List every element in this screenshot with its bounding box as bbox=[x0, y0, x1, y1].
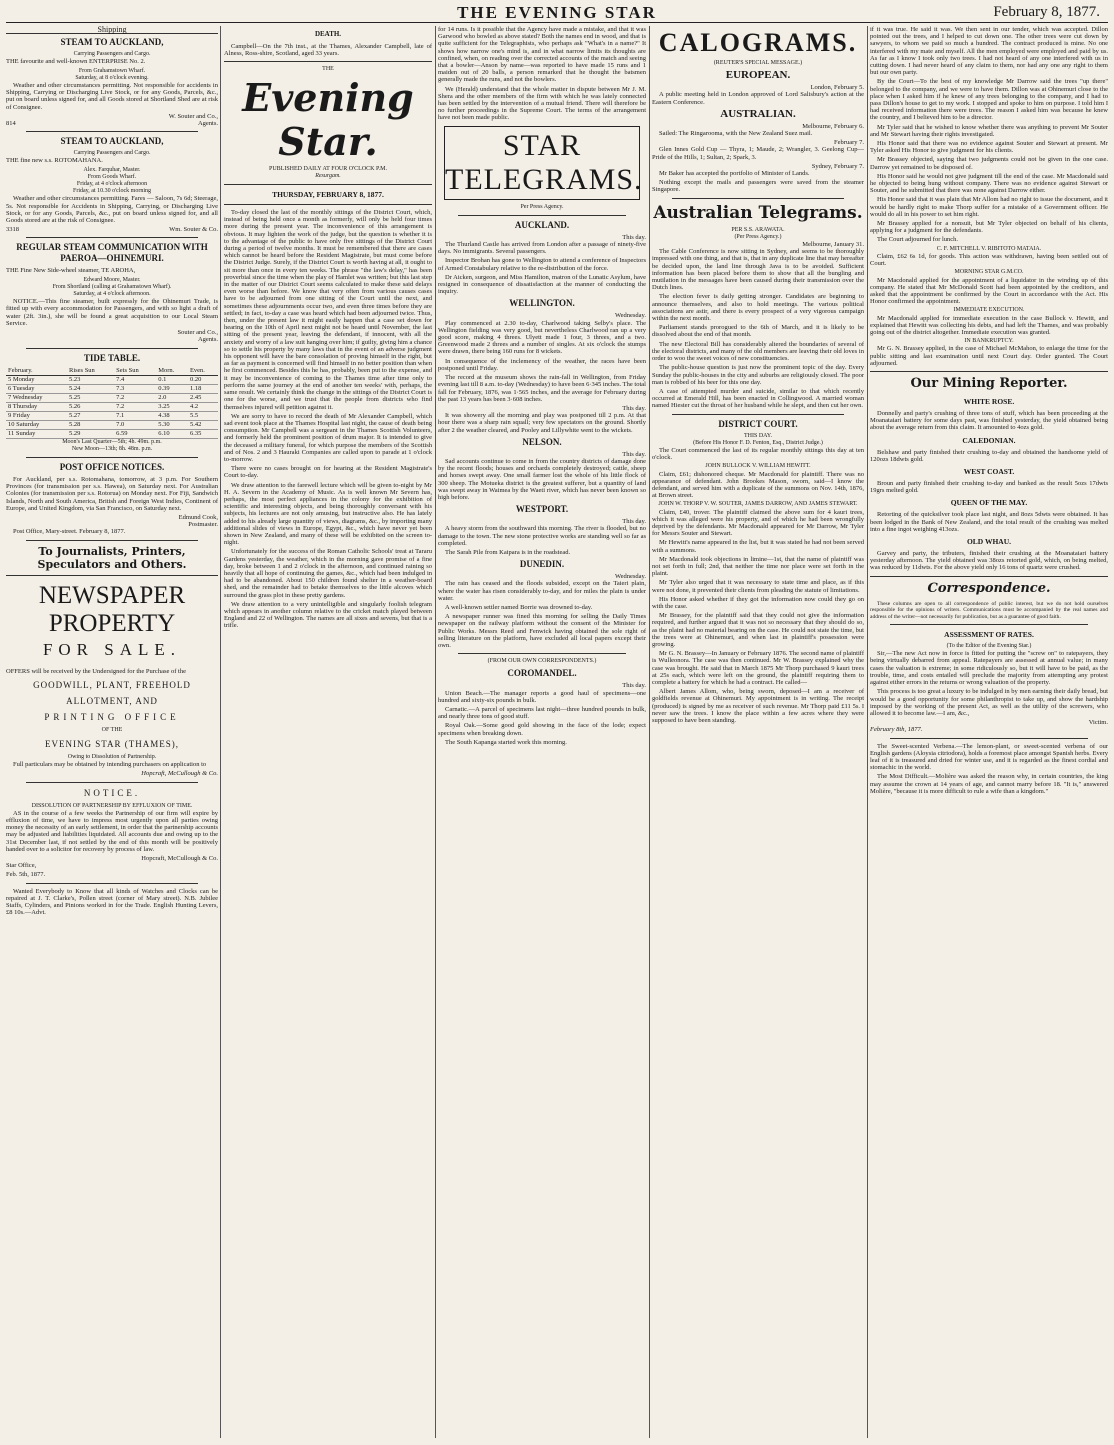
court-paragraph: Mr Macdonald applied for immediate execution in the case Bullock v. Hewitt, and explained that Hewitt was collecting his debts, and had left the Thames, and was probably going out of the district altogether. Immediate execution was granted. bbox=[870, 314, 1108, 336]
ad-body: Weather and other circumstances permitting. Fares — Saloon, 7s 6d; Steerage, 5s. Not responsible for Accidents in Shipping, Carrying, or Discharging Live Stock, or for any Goods, Parcels, &c., put on board unless signed for, and all Goods stored are at the risk of Consignee. bbox=[6, 195, 218, 225]
case-heading: JOHN W. THORP V. W. SOUTER, JAMES DARROW, AND JAMES STEWART. bbox=[658, 501, 858, 508]
ad-agent-role: Agents. bbox=[197, 120, 218, 128]
ad-subtitle: Carrying Passengers and Cargo. bbox=[73, 51, 151, 58]
dateline: Melbourne, January 31. bbox=[802, 241, 864, 249]
tide-header-cell: Rises Sun bbox=[67, 367, 114, 376]
mining-paragraph: Donnelly and party's crushing of three tons of stuff, which has been proceeding at the Moanataiari battery for some days past, was finished yesterday, the yield obtained being about the average return from this claim. It amounted to 4ozs gold. bbox=[870, 409, 1108, 432]
ad-from: From Shortland (calling at Grahamstown Wharf). bbox=[52, 283, 172, 290]
divider bbox=[26, 883, 198, 884]
news-paragraph: Unfortunately for the success of the Roman Catholic Schools' treat at Tararu Gardens yesterday, the weather, which in the morning gave promise of a fine day, broke between 1 and 2 o'clock in the afternoon, and continued raining so heavily that all hope of continuing the games, &c., which had been indulged in had to be abandoned. About 150 children found shelter in a weather-board shed, and the remainder had to betake themselves to the little alcoves which surround the grass plot in these pretty gardens. bbox=[224, 548, 432, 599]
telegram-paragraph: A heavy storm from the southward this morning. The river is flooded, but no damage to the town. The new stone protective works are standing well so far as completed. bbox=[438, 525, 646, 547]
reuter-line: (REUTER'S SPECIAL MESSAGE.) bbox=[713, 60, 803, 66]
dateline: AUCKLAND. bbox=[514, 219, 570, 230]
filler-paragraph: The Sweet-scented Verbena.—The lemon-plant, or sweet-scented verbena of our English gardens (Aloysia citriodora), holds a foremost place amongst Spanish herbs. Every leaf of it is treasured and dried for winter use, and it is regarded as the finest cordial and stomachic in the world. bbox=[870, 742, 1108, 772]
telegram-paragraph: The election fever is daily getting stronger. Candidates are beginning to announce themselves, and also to hold meetings. The various political associations are astir, and there is every prospect of a very vigorous campaign within the next month. bbox=[652, 293, 864, 323]
mine-heading: CALEDONIAN. bbox=[962, 435, 1016, 445]
dateline-day: This day. bbox=[622, 518, 646, 526]
ad-when: Friday, at 10.30 o'clock morning bbox=[72, 188, 151, 195]
newspaper-full: Full particulars may be obtained by intending purchasers on application to bbox=[13, 761, 207, 769]
news-paragraph: for 14 runs. Is it possible that the Agency have made a mistake, and that it was Garwood who bowled as above stated? Both the names end in wood, and that is quite sufficient for the Telegraphists, who perhaps ask "What's in a name?" It shows how narrow one's mind is, and in what narrow limits its thoughts are confined, when, on reading over the corrected accounts of the match and seeing that a bowler—Anson by name—was reported to have made 15 runs and 1 maiden out of 20 balls, a person remarked that he thought the batsmen generally made the runs, and not the bowlers. bbox=[438, 26, 646, 84]
court-paragraph: Albert James Allom, who, being sworn, deposed—I am a receiver of goldfields revenue at Ohinemuri. My appointment is in writing. The receipt (produced) is signed by me as receiver of such revenue. Mr Thorp paid £11 5s. I never saw the trees. I know the place within a few acres where they were supposed to have been standing. bbox=[652, 688, 864, 725]
correspondence-note: These columns are open to all correspondence of public interest, but we do not hold ourselves responsible for the opinions of writers. Communications must be accompanied by the real names and address of the writer—not necessarily for publication, but as a guarantee of good faith. bbox=[870, 600, 1108, 620]
dateline: February 7. bbox=[834, 139, 864, 147]
tide-row bbox=[6, 402, 218, 411]
ad-from: From Goods Wharf. bbox=[87, 173, 137, 180]
tide-cell: 5.28 bbox=[67, 420, 114, 429]
case-heading: JOHN BULLOCK V. WILLIAM HEWITT. bbox=[705, 463, 811, 470]
telegram-paragraph: Nothing except the mails and passengers were saved from the steamer Singapore. bbox=[652, 179, 864, 194]
tide-cell: 7.0 bbox=[114, 420, 156, 429]
ad-body: Weather and other circumstances permitting. Not responsible for accidents in Shipping, Carrying or Discharging Live Stock, or for any Goods, Parcels, &c., put on board unless signed for, and all Goods stored at Shortland Shed are at risk of Consignee. bbox=[6, 82, 218, 111]
column-divider bbox=[435, 26, 436, 1438]
mining-heading: Our Mining Reporter. bbox=[910, 375, 1068, 391]
divider bbox=[890, 738, 1088, 739]
correspondence-heading: Correspondence. bbox=[927, 580, 1051, 596]
tide-row bbox=[6, 375, 218, 384]
ad-title: STEAM TO AUCKLAND, bbox=[60, 37, 164, 48]
tide-cell: 7.4 bbox=[114, 375, 156, 384]
column-4 bbox=[652, 26, 864, 1438]
post-body: For Auckland, per s.s. Rotomahana, tomorrow, at 3 p.m. For Southern Provinces (for transmission per s.s. Hawea), on Saturday next. For Australian Colonies (for transmission per s.s. Rotorua) on Monday next. For Fiji, Sandwich Islands, North and South America, British and Foreign West Indies, Continent of Europe, and United Kingdom, via San Francisco, on Saturday next. bbox=[6, 475, 218, 512]
court-paragraph: The Court commenced the last of its regular monthly sittings this day at ten o'clock. bbox=[652, 446, 864, 462]
news-paragraph: There were no cases brought on for hearing at the Resident Magistrate's Court to-day. bbox=[224, 465, 432, 480]
tide-cell: 5.29 bbox=[67, 429, 114, 438]
mining-paragraph: Retorting of the quicksilver took place last night, and 8ozs 5dwts were obtained. It has been lodged in the Bank of New Zealand, and the total result of the crushing was melted into a fine ingot weighing 413ozs. bbox=[870, 511, 1108, 533]
tide-title: TIDE TABLE. bbox=[83, 352, 141, 363]
telegram-paragraph: The Cable Conference is now sitting in Sydney, and seems to be thoroughly impressed with one thing, and that is, that in any duplicate line that may hereafter be decided upon, the land line through Java is to be avoided. Sufficient information has been placed before them to show that all the bungling and mutilation in the messages have been caused during their transmission over the Dutch lines. bbox=[652, 248, 864, 292]
telegram-paragraph: In consequence of the inclemency of the weather, the races have been postponed until Friday. bbox=[438, 357, 646, 372]
post-title: POST OFFICE NOTICES. bbox=[59, 461, 165, 472]
newspaper-forsale: FOR SALE. bbox=[42, 639, 182, 659]
news-paragraph: We draw attention to the farewell lecture which will be given to-night by Mr H. A. Severn in the Academy of Music. As is well known Mr Severn has, perhaps, the most perfect appliances in the colony for the exhibition of scientific and interesting objects, and being thoroughly conversant with his subjects, his lectures are not only amusing, but instructive also. He has lately added to his already large quantity of views, diagrams, &c., by importing many additional slides of views in Europe, Egypt, &c., which have never yet been shown in New Zealand, and many of these will be exhibited on the screen to-night. bbox=[224, 481, 432, 547]
notice-sign: Hopcraft, McCullough & Co. bbox=[141, 854, 218, 862]
tide-cell: 5.26 bbox=[67, 402, 114, 411]
telegram-paragraph: The Sarah Pile from Kaipara is in the roadstead. bbox=[445, 548, 571, 556]
newspaper-line: EVENING STAR (THAMES), bbox=[44, 738, 180, 749]
notice-title: NOTICE. bbox=[83, 787, 141, 798]
ad-agent: W. Souter and Co., bbox=[168, 112, 218, 120]
telegram-paragraph: Inspector Brohan has gone to Wellington to attend a conference of Inspectors of Armed Constabulary relative to the re-distribution of the force. bbox=[438, 257, 646, 272]
newspaper-line: PRINTING OFFICE bbox=[44, 711, 180, 722]
dateline-day: Wednesday. bbox=[614, 312, 646, 320]
divider bbox=[26, 782, 198, 783]
tide-cell: 6 Tuesday bbox=[6, 384, 67, 393]
telegram-paragraph: Mr Baker has accepted the portfolio of Minister of Lands. bbox=[659, 170, 810, 178]
dateline-day: This day. bbox=[622, 404, 646, 412]
masthead-title: THE EVENING STAR bbox=[457, 3, 657, 22]
telegram-paragraph: Dr Aicken, surgeon, and Miss Hamilton, matron of the Lunatic Asylum, have resigned in consequence of dissatisfaction at the manner of conducting the inquiry. bbox=[438, 273, 646, 296]
agency-line: Per Press Agency. bbox=[520, 203, 564, 210]
column-divider bbox=[649, 26, 650, 1438]
tide-cell: 10 Saturday bbox=[6, 420, 67, 429]
telegram-paragraph: The South Kapanga started work this morning. bbox=[445, 738, 567, 746]
ad-when: Friday, at 4 o'clock afternoon bbox=[76, 181, 148, 188]
court-paragraph: Claim, £62 6s 1d, for goods. This action was withdrawn, having been settled out of Court. bbox=[870, 252, 1108, 268]
telegram-paragraph: It was showery all the morning and play was postponed till 2 p.m. At that hour there was a sharp rain squall; very few spectators on the ground. Shortly after 2 the weather cleared, and Pooley and Lillywhite went to the wickets. bbox=[438, 412, 646, 434]
telegram-paragraph: A case of attempted murder and suicide, similar to that which recently occurred at Emerald Hill, has been enacted in Collingwood. A married woman named Hiester cut the throat of her husband while he slept, and then cut her own. bbox=[652, 387, 864, 410]
tide-cell: 0.1 bbox=[156, 375, 188, 384]
section-shipping: Shipping bbox=[6, 26, 218, 34]
mine-heading: WHITE ROSE. bbox=[963, 396, 1015, 406]
telegram-paragraph: Union Beach.—The manager reports a good haul of specimens—one hundred and sixty-six pounds in bulk. bbox=[438, 689, 646, 704]
paper-the: THE bbox=[322, 66, 334, 73]
tide-cell: 0.20 bbox=[188, 375, 218, 384]
telegram-paragraph: Sailed: The Ringarooma, with the New Zealand Suez mail. bbox=[659, 130, 813, 138]
moon-note: New Moon—13th; 8h. 48m. p.m. bbox=[71, 445, 153, 452]
ad-agent-role: Agents. bbox=[197, 336, 218, 344]
tide-cell: 5.30 bbox=[156, 420, 188, 429]
tide-cell: 5.42 bbox=[188, 420, 218, 429]
dateline-day: This day. bbox=[622, 682, 646, 690]
tide-cell: 7.2 bbox=[114, 402, 156, 411]
ad-footer bbox=[6, 120, 218, 127]
tide-cell: 4.2 bbox=[188, 402, 218, 411]
wanted-ad: Wanted Everybody to Know that all kinds of Watches and Clocks can be repaired at J. T. Clarke's, Pollen street (corner of Mary street). N.B. Jubilee Staffs, Cylinders, and Pinions worked in for the Trade. English Hunting Levers, £8 10s.—Advt. bbox=[6, 887, 218, 917]
newspaper-line: Owing to Dissolution of Partnership. bbox=[67, 753, 157, 760]
ad-when: Saturday, at 8 o'clock evening. bbox=[75, 74, 149, 81]
court-paragraph: Claim, £40, trover. The plaintiff claimed the above sum for 4 kauri trees, which it was alleged were his property, and of which he had been wrongfully deprived by the defendants. Mr Macdonald appeared for Mr Darrow, Mr Tyler for Messrs Souter and Stewart. bbox=[652, 508, 864, 538]
newspaper-line: GOODWILL, PLANT, FREEHOLD bbox=[33, 679, 191, 690]
divider bbox=[672, 414, 844, 415]
masthead-rule bbox=[6, 22, 1108, 23]
telegram-paragraph: The Thurland Castle has arrived from London after a passage of ninety-five days. No immigrants. Several passengers. bbox=[438, 241, 646, 256]
tide-cell: 6.35 bbox=[188, 429, 218, 438]
tide-cell: 11 Sunday bbox=[6, 429, 67, 438]
newspaper-sign: Hopcraft, McCullough & Co. bbox=[141, 770, 218, 778]
dateline: NELSON. bbox=[522, 436, 562, 447]
tide-cell: 5.27 bbox=[67, 411, 114, 420]
tide-cell: 5.23 bbox=[67, 375, 114, 384]
tide-row bbox=[6, 384, 218, 393]
court-paragraph: Mr Brassey applied for a nonsuit, but Mr Tyler objected on behalf of his clients, applying for a judgment for the defendants. bbox=[870, 220, 1108, 235]
tide-body bbox=[6, 375, 218, 438]
tide-cell: 6.59 bbox=[114, 429, 156, 438]
dateline-day: Wednesday. bbox=[614, 573, 646, 581]
dateline: Sydney, February 7. bbox=[811, 162, 864, 170]
ad-agent: Wm. Souter & Co. bbox=[169, 226, 218, 234]
filler-paragraph: The Most Difficult.—Molière was asked the reason why, in certain countries, the king may assume the crown at 14 years of age, and cannot marry before 18. "It is," answered Molière, "because it is more difficult to rule a wife than a kingdom." bbox=[870, 773, 1108, 795]
telegram-paragraph: Royal Oak.—Some good gold showing in the face of the lode; expect specimens when breaking down. bbox=[438, 722, 646, 737]
court-paragraph: if it was true. He said it was. We then sent in our tender, which was accepted. Dillon pointed out the trees, and I helped to cut down one. The other trees were cut down by sawyers, to whom we paid so much a hundred. The contract produced is mine. No one interfered with my mate and myself. All the men employed were employed and paid by us. As far as I know I took only two trees. I had not heard of any one interfered with us in cutting down. I had never heard of any claim to them, nor had any one any right to them but our own party. bbox=[870, 26, 1108, 77]
tide-row bbox=[6, 411, 218, 420]
divider bbox=[224, 61, 432, 62]
ad-when: Saturday, at 4 o'clock afternoon. bbox=[73, 291, 151, 298]
star-telegrams-heading: STAR TELEGRAMS. bbox=[444, 126, 640, 200]
divider bbox=[890, 624, 1088, 625]
dateline: COROMANDEL. bbox=[507, 668, 577, 679]
tide-header-row bbox=[6, 367, 218, 376]
divider bbox=[6, 575, 218, 576]
agency-line: (Per Press Agency.) bbox=[734, 233, 782, 240]
tide-cell: 3.25 bbox=[156, 402, 188, 411]
ad-master: Edward Moore, Master. bbox=[83, 276, 141, 283]
telegram-paragraph: The public-house question is just now the prominent topic of the day. Every Sunday the public-houses in the city and suburbs are religiously closed. The poor man is robbed of his beer for this one day. bbox=[652, 364, 864, 386]
divider bbox=[224, 184, 432, 185]
tide-header-cell: Even. bbox=[188, 367, 218, 376]
tide-cell: 0.39 bbox=[156, 384, 188, 393]
tide-cell: 2.45 bbox=[188, 393, 218, 402]
tide-header-cell: Sets Sun bbox=[114, 367, 156, 376]
divider bbox=[870, 576, 1108, 577]
column-divider bbox=[867, 26, 868, 1438]
court-paragraph: By the Court—To the best of my knowledge Mr Darrow said the trees "up there" belonged to the company, and we were to have them. Dillon was at Ohinemuri close to the place when I asked him if he knew of any trees belonging to the company, and I had to pass Dillon's house to get to my work. I stopped and spoke to him on purpose. I told him I had received information there were trees. The reason I asked him was because he knew the country, and I believed him to be a director. bbox=[870, 78, 1108, 122]
mining-paragraph: Belshaw and party finished their crushing to-day and obtained the handsome yield of 120ozs 18dwts gold. bbox=[870, 448, 1108, 463]
tide-cell: 5.25 bbox=[67, 393, 114, 402]
tide-cell: 8 Thursday bbox=[6, 402, 67, 411]
letter-to: (To the Editor of the Evening Star.) bbox=[946, 643, 1032, 650]
court-paragraph: Mr Tyler also urged that it was necessary to state time and place, as if this were not done, it prevented their clients from pleading the statute of limitations. bbox=[652, 579, 864, 594]
divider bbox=[26, 237, 198, 238]
dateline: DUNEDIN. bbox=[519, 559, 565, 570]
this-day: THIS DAY. bbox=[743, 432, 772, 439]
telegram-paragraph: Carnatic.—A parcel of specimens last night—three hundred pounds in bulk, and nearly three tons of good stuff. bbox=[438, 706, 646, 721]
tide-cell: 5.24 bbox=[67, 384, 114, 393]
telegram-paragraph: The new Electoral Bill has considerably altered the boundaries of several of the electoral districts, and many of the old members are leaving their old loves in order to woo the sweet voices of new constituencies. bbox=[652, 340, 864, 363]
post-role: Postmaster. bbox=[188, 521, 218, 529]
newspaper-line: ALLOTMENT, AND bbox=[66, 695, 158, 706]
court-paragraph: Mr Macdonald applied for the appointment of a liquidator in the winding up of this company. He stated that Mr McDonald Scott had been appointed by the creditors, and asked that the appointment be confirmed by the Court in accordance with the Act. His Honor confirmed the appointment. bbox=[870, 276, 1108, 306]
dateline: London, February 5. bbox=[810, 84, 864, 92]
paper-motto: Resurgam. bbox=[315, 172, 341, 179]
tide-header-cell: Morn. bbox=[156, 367, 188, 376]
divider bbox=[672, 198, 844, 199]
divider bbox=[26, 540, 198, 541]
paper-title: Evening Star. bbox=[242, 74, 414, 164]
court-paragraph: Claim, £61; dishonored cheque. Mr Macdonald for plaintiff. There was no appearance of defendant. John Brookes Mason, sworn, said—I know the defendant, and served him with a duplicate of the summons on Nov. 14th, 1876, at Brown street. bbox=[652, 470, 864, 500]
tide-cell: 9 Friday bbox=[6, 411, 67, 420]
letter-paragraph: Sir,—The new Act now in force is fitted for putting the "screw on" to ratepayers, they being virtually debarred from appeal. Ratepayers are assessed at annual value; in many cases the valuation is extreme; in some ridiculously so, but it will have to be paid, as the trouble, time, and costs entailed will preclude the majority from attempting any protest against either errors in the returns or wrong valuation of the property. bbox=[870, 650, 1108, 687]
ad-title: STEAM TO AUCKLAND, bbox=[60, 136, 164, 147]
post-where: Post Office, Mary-street. February 8, 1877. bbox=[13, 528, 126, 536]
per-ship-line: PER S.S. ARAWATA. bbox=[731, 226, 785, 233]
tide-cell: 5 Monday bbox=[6, 375, 67, 384]
newspaper-line: OF THE bbox=[101, 726, 123, 733]
ad-lead: THE fine new s.s. ROTOMAHANA. bbox=[6, 157, 103, 165]
leader-date: THURSDAY, FEBRUARY 8, 1877. bbox=[272, 190, 384, 200]
masthead-date: February 8, 1877. bbox=[993, 4, 1100, 20]
death-title: DEATH. bbox=[314, 30, 342, 38]
telegram-paragraph: The rain has ceased and the floods subsided, except on the Taieri plain, where the water has risen considerably to-day, and for miles the plain is under water. bbox=[438, 580, 646, 602]
telegram-paragraph: Sad accounts continue to come in from the country districts of damage done by the recent floods; houses and orchards completely destroyed; cattle, sheep and horses swept away. One small farmer lost the whole of his little flock of 300 sheep. The Motueka district is the greatest sufferer, but a quantity of land was swept away in Waimea by the Waeti river, which has never been known so high before. bbox=[438, 457, 646, 501]
column-5 bbox=[870, 26, 1108, 1438]
notice-office: Star Office, bbox=[6, 862, 37, 870]
paper-published: PUBLISHED DAILY AT FOUR O'CLOCK P.M. bbox=[269, 165, 387, 172]
telegram-paragraph: Play commenced at 2.30 to-day, Charlwood taking Selby's place. The Wellington fielding was very good, but nevertheless Charlwood ran up a very good score, making 4 threes. Ulyett made 1 four, 3 threes, and a two. Greenwood made 2 threes and a number of singles. At six o'clock the stumps were drawn, there being 160 runs for 8 wickets. bbox=[438, 319, 646, 356]
court-paragraph: Mr Macdonald took objections in limine—1st, that the name of plaintiff was not set forth in full; 2nd, that neither the time nor place were set forth in the plaint. bbox=[652, 555, 864, 578]
tide-cell: 6.10 bbox=[156, 429, 188, 438]
letter-paragraph: This process is too great a luxury to be indulged in by men earning their daily bread, but would be a good opportunity for some philanthropist to take up, and show the hardship imposed by the working of the present Act, as well as the utility of the screwers, who allowed it to become law.—I am, &c., bbox=[870, 688, 1108, 717]
mining-paragraph: Broun and party finished their crushing to-day and banked as the result 5ozs 17dwts 19grs melted gold. bbox=[870, 479, 1108, 495]
telegram-paragraph: Glen Innes Gold Cup — Thyra, 1; Maude, 2; Wrangler, 3. Geelong Cup—Pride of the Hills, 1; Sultan, 2; Spark, 3. bbox=[652, 146, 864, 161]
newspaper-title: NEWSPAPER PROPERTY bbox=[38, 581, 186, 637]
court-paragraph: Mr G. N. Brassey applied, in the case of Michael McMahon, to enlarge the time for the public sitting and last examination until next Court day. Order granted. The Court adjourned. bbox=[870, 345, 1108, 367]
court-paragraph: Mr Brassey objected, saying that two judgments could not be given in the one case. Darrow yet remained to be disposed of. bbox=[870, 156, 1108, 171]
telegram-paragraph: A well-known settler named Borrie was drowned to-day. bbox=[445, 603, 593, 611]
mine-heading: WEST COAST. bbox=[963, 466, 1015, 476]
letter-sign: Victim. bbox=[1088, 719, 1108, 727]
court-paragraph: Mr Tyler said that he wished to know whether there was anything to prevent Mr Souter and Mr Stewart having their rights investigated. bbox=[870, 123, 1108, 138]
tide-row bbox=[6, 420, 218, 429]
column-2 bbox=[224, 26, 432, 1438]
divider bbox=[458, 653, 626, 654]
news-paragraph: We are sorry to have to record the death of Mr Alexander Campbell, which sad event took place at the Thames Hospital last night, the cause of death being consumption. Mr Campbell was a sergeant in the Thames Scottish Volunteers, and formerly held the prominent position of drum major. It is intended to give the deceased a military funeral, for which purpose the members of the Scottish and of Nos. 2 and 3 Hauraki Companies are called upon to parade at 1 o'clock to-morrow. bbox=[224, 412, 432, 463]
post-sign: Edmund Cook, bbox=[178, 513, 218, 521]
judge-line: (Before His Honor F. D. Fenton, Esq., District Judge.) bbox=[693, 439, 823, 446]
letter-date: February 8th, 1877. bbox=[870, 726, 923, 734]
dateline-day: This day. bbox=[622, 233, 646, 241]
telegram-paragraph: A newspaper runner was fined this morning for selling the Daily Times newspaper on the railway platform without the consent of the Minister for Public Works. Messrs Reed and Fenwick having obtained the sole right of selling literature on the platform, have excluded all local papers except their own. bbox=[438, 613, 646, 649]
tide-cell: 5.5 bbox=[188, 411, 218, 420]
telegram-paragraph: A public meeting held in London approved of Lord Salisbury's action at the Eastern Conference. bbox=[652, 91, 864, 106]
tide-cell: 1.18 bbox=[188, 384, 218, 393]
court-paragraph: Mr Brassey, for the plaintiff said that they could not give the information required, and further argued that it was not so necessary that they should do so, as the plaint had no material bearing on the case. He could not state the time, but the trees were at Ohinemuri, and when last in plaintiff's possession were growing. bbox=[652, 612, 864, 648]
correspondents-line: (FROM OUR OWN CORRESPONDENTS.) bbox=[487, 658, 597, 665]
leader-paragraph: To-day closed the last of the monthly sittings of the District Court, which, instead of being held once a month as formerly, will only be held four times more during the present year. The inconvenience of this arrangement is obvious. It may lighten the work of the judge, but the question is whether it is to the advantage of the public to have only five sittings of the District Court during a period of twelve months. It must be remembered that there are cases which cannot be heard before the Resident Magistrate, but must come before the District Judge. Surely, if the District Court is worth having at all, it ought to sit more than once in every ten weeks. The phrase "the law's delay," has been proverbial since the time when the play of Hamlet was written; but this last step in the matter of our District Court seems calculated to make these said delays even worse than before. We know that very often from various causes cases have to be adjourned from one sitting of the Court until the next, and sometimes these adjournments occur two, and even three times before they are settled; in fact, to-day a case was heard which had been adjourned twice. Thus, then, under the present law it might easily happen that a case set down for hearing on the 10th of April next might not be heard until November, the last sitting of the present year, leaving the defendant, if innocent, with all the anxiety and worry of a law suit hanging over him; if guilty, giving him a chance so to settle his property by many laws that in the event of an adverse judgment his opponent will have the bare consolation of proving himself in the right, but as far as payment is concerned will find himself in no better position than when he first commenced. Besides this he has, probably, been put to the expense, and it may be inconvenience of coming to the Thames time after time only to perform the same journey at the end of another ten weeks' with, perhaps, the same result. We certainly think the change in the sittings of the District Court is one for the worse, and we trust that the people from districts who find themselves injured will petition against it. bbox=[224, 209, 432, 411]
mining-paragraph: Garvey and party, the tributers, finished their crushing at the Moanataiari battery yesterday afternoon. The yield obtained was 38ozs retorted gold, which, on being melted, was reduced by 11dwts. For the above yield only 16 tons of quartz were crushed. bbox=[870, 549, 1108, 572]
journalists-heading: To Journalists, Printers, Speculators and Others. bbox=[37, 544, 187, 571]
australian-telegrams-heading: Australian Telegrams. bbox=[653, 202, 863, 223]
mine-heading: QUEEN OF THE MAY. bbox=[950, 498, 1028, 508]
tide-table bbox=[6, 367, 218, 439]
ad-lead: THE favourite and well-known ENTERPRISE No. 2. bbox=[6, 58, 146, 66]
dateline: WESTPORT. bbox=[515, 504, 569, 515]
telegram-paragraph: The record at the museum shows the rain-fall in Wellington, from Friday evening last till 8 a.m. to-day (Wednesday) to have been 6·345 inches. The total fall for February, 1876, was 1·565 inches, and the average for February during the past 13 years has been 3·608 inches. bbox=[438, 374, 646, 403]
divider bbox=[458, 215, 626, 216]
column-divider bbox=[220, 26, 221, 1438]
tide-cell: 7.3 bbox=[114, 384, 156, 393]
case-heading: C. F. MITCHELL V. RIBITOTO MATAIA. bbox=[936, 245, 1042, 252]
court-paragraph: The Court adjourned for lunch. bbox=[877, 236, 959, 244]
district-court-heading: DISTRICT COURT. bbox=[718, 418, 798, 429]
tide-cell: 7.2 bbox=[114, 393, 156, 402]
ad-from: From Grahamstown Wharf. bbox=[78, 67, 146, 74]
telegram-paragraph: Parliament stands prorogued to the 6th of March, and it is likely to be dissolved about the end of that month. bbox=[652, 324, 864, 339]
dateline-day: This day. bbox=[622, 450, 646, 458]
dateline: WELLINGTON. bbox=[509, 298, 575, 309]
ad-lead: THE Fine New Side-wheel steamer, TE AROHA, bbox=[6, 267, 136, 275]
tide-cell: 7.1 bbox=[114, 411, 156, 420]
letter-title: ASSESSMENT OF RATES. bbox=[944, 630, 1034, 640]
ad-footer bbox=[6, 226, 218, 233]
tide-cell: 4.38 bbox=[156, 411, 188, 420]
tide-row bbox=[6, 393, 218, 402]
court-paragraph: His Honor said that it was plain that Mr Allom had no right to issue the document, and it would be hardly right to make Thorp suffer for a mistake of a Government officer. He would do all in his power to set him right. bbox=[870, 196, 1108, 218]
column-1 bbox=[6, 26, 218, 1438]
death-notice: Campbell—On the 7th inst., at the Thames, Alexander Campbell, late of Alness, Ross-shire, Scotland, aged 33 years. bbox=[224, 43, 432, 58]
divider bbox=[224, 204, 432, 205]
court-paragraph: Mr Hewitt's name appeared in the list, but it was stated he had not been served with a summons. bbox=[652, 539, 864, 554]
dateline: Melbourne, February 6. bbox=[802, 122, 864, 130]
moon-note: Moon's Last Quarter—5th; 4h. 49m. p.m. bbox=[62, 438, 162, 445]
notice-date: Feb. 5th, 1877. bbox=[6, 871, 46, 879]
ad-number: 814 bbox=[6, 120, 16, 128]
ad-number: 3318 bbox=[6, 226, 19, 234]
divider bbox=[26, 348, 198, 349]
case-heading: IN BANKRUPTCY. bbox=[964, 338, 1014, 345]
masthead-bar bbox=[0, 0, 1114, 22]
notice-sub: DISSOLUTION OF PARTNERSHIP BY EFFLUXION OF TIME. bbox=[31, 802, 193, 809]
divider bbox=[26, 131, 198, 132]
tide-cell: 2.0 bbox=[156, 393, 188, 402]
notice-body: AS in the course of a few weeks the Partnership of our firm will expire by effluxion of time, we have to impress most urgently upon all parties owing money the necessity of an early settlement, in order that the partnership accounts may be adjusted and liabilities liquidated. All accounts due and owing up to the 31st December last, if not settled by the end of this month will be positively handed over to a solicitor for recovery by process of law. bbox=[6, 809, 218, 853]
news-paragraph: We (Herald) understand that the whole matter in dispute between Mr J. M. Shera and the other members of the firm with which he was lately connected has been settled by the intervention of a mutual friend. There will therefore be no further proceedings in the Supreme Court. The terms of the arrangement have not been made public. bbox=[438, 85, 646, 122]
ad-master: Alex. Farquhar, Master. bbox=[83, 166, 141, 173]
newspaper-lead: OFFERS will be received by the Undersigned for the Purchase of the bbox=[6, 667, 186, 675]
divider bbox=[870, 371, 1108, 372]
court-paragraph: Mr G. N. Brassey—In January or February 1876. The second name of plaintiff is Wulleonora. The case was then continued. Mr W. Brassey explained why the case was brought. He said that in March 1875 Mr Thorp purchased 9 kauri trees at 25s each, which were left on the ground, the plaintiff requiring them to complete a battery for which he had a contract. He called— bbox=[652, 650, 864, 687]
tide-row bbox=[6, 429, 218, 438]
tide-cell: 7 Wednesday bbox=[6, 393, 67, 402]
section-heading: AUSTRALIAN. bbox=[720, 107, 796, 120]
ad-title: REGULAR STEAM COMMUNICATION WITH PAEROA—OHINEMURI. bbox=[16, 242, 208, 264]
court-paragraph: His Honor said that there was no evidence against Souter and Stewart at present. Mr Tyler asked His Honor to give judgment for his clients. bbox=[870, 140, 1108, 155]
case-heading: IMMEDIATE EXECUTION. bbox=[953, 307, 1025, 314]
case-heading: MORNING STAR G.M.CO. bbox=[954, 269, 1024, 276]
ad-notice: NOTICE.—This fine steamer, built expressly for the Ohinemuri Trade, is fitted up with every accommodation for Passengers, and with so light a draft of water (2ft. 3in.), she will be found a great acquisition to our Local Steam Service. bbox=[6, 298, 218, 327]
mine-heading: OLD WHAU. bbox=[966, 536, 1012, 546]
calograms-heading: CALOGRAMS. bbox=[658, 28, 858, 57]
ad-subtitle: Carrying Passengers and Cargo. bbox=[73, 150, 151, 157]
divider bbox=[26, 457, 198, 458]
news-paragraph: We draw attention to a very unintelligible and singularly foolish telegram which appears in another column relative to the cricket match played between England and 22 of Wellington. The names are all sixes and sevens, but that is a trifle. bbox=[224, 600, 432, 630]
tide-header-cell: February. bbox=[6, 367, 67, 376]
column-3 bbox=[438, 26, 646, 1438]
section-heading: EUROPEAN. bbox=[725, 69, 791, 82]
court-paragraph: His Honor said he would not give judgment till the end of the case. Mr Macdonald said he objected to being hung without company. There was no evidence against Stewart or Souter, and he submitted that there was none against Darrow either. bbox=[870, 172, 1108, 195]
ad-agent: Souter and Co., bbox=[177, 329, 218, 337]
court-paragraph: His Honor asked whether if they got the information now could they go on with the case. bbox=[652, 595, 864, 610]
